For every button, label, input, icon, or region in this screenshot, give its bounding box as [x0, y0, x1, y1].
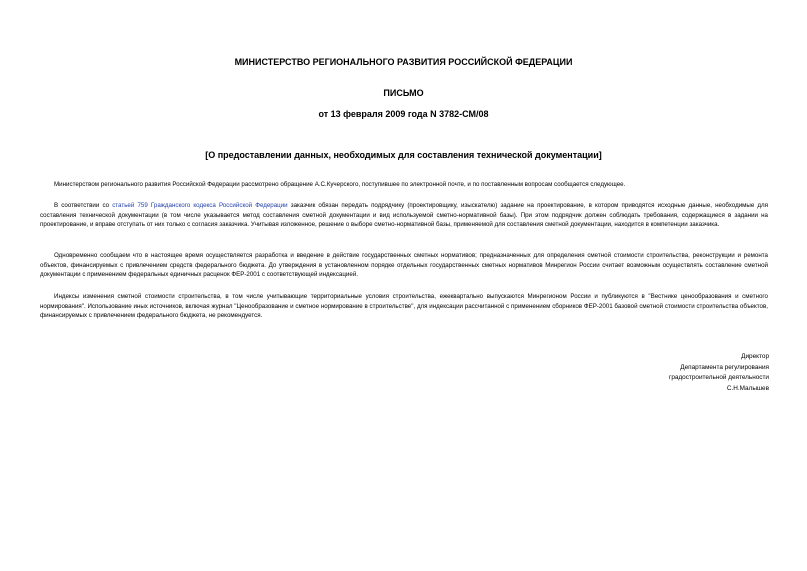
signature-department-area: градостроительной деятельности: [669, 374, 769, 382]
document-type: ПИСЬМО: [383, 88, 424, 98]
paragraph-3: Одновременно сообщаем что в настоящее время осуществляется разработка и введение в действие государственных сметных нормативов; предназначенных для определения сметной стоимости строительства, реконструкции и ремонта объектов, финансируемых с привлечением средств федерального бюджета. До утверждения в установленном порядке отдельных государственных сметных нормативов Минрегион России считает возможным осуществлять составление сметной документации с применением федеральных единичных расценок ФЕР-2001 с соответствующей индексацией.: [40, 252, 768, 278]
paragraph-2-text-start: В соответствии со: [54, 202, 113, 209]
civil-code-article-link[interactable]: статьей 759 Гражданского кодекса Российской Федерации: [112, 202, 288, 209]
signature-position: Директор: [741, 353, 769, 360]
document-subject: [О предоставлении данных, необходимых для составления технической документации]: [205, 150, 602, 160]
signature-name: С.Н.Малышев: [726, 385, 769, 393]
signature-department: Департамента регулирования: [680, 363, 769, 371]
paragraph-2-text-end: заказчик обязан передать подрядчику (проектировщику, изыскателю) задание на проектирование, в котором приводятся исходные данные, необходимые для составления технической документации (в том числе указывается метод составления сметной документации и вид используемой сметно-нормативной базы). При этом подрядчик должен соблюдать требования, содержащиеся в задании на проектирование, и вправе отступать от них только с согласия заказчика. Учитывая изложенное, решение о выборе сметно-нормативной базы, применяемой для составления сметной документации, находится в компетенции заказчика.: [40, 202, 769, 228]
paragraph-4: Индексы изменения сметной стоимости строительства, в том числе учитывающие территориальные условия строительства, ежеквартально выпускаются Минрегионом России и публикуются в "Вестнике ценообразования и сметного нормирования". Использование иных источников, включая журнал "Ценообразование и сметное нормирование в строительстве", для индексации рассчитанной с применением сборников ФЕР-2001 базовой сметной стоимости строительства объектов, финансируемых с привлечением федерального бюджета, не рекомендуется.: [40, 293, 768, 319]
paragraph-1: Министерством регионального развития Российской Федерации рассмотрено обращение А.С.Кучерского, поступившее по электронной почте, и по поставленным вопросам сообщается следующее.: [54, 181, 626, 188]
signature-block: [669, 352, 769, 395]
paragraph-2: [40, 201, 768, 230]
ministry-title: МИНИСТЕРСТВО РЕГИОНАЛЬНОГО РАЗВИТИЯ РОССИЙСКОЙ ФЕДЕРАЦИИ: [234, 57, 573, 67]
document-date-number: от 13 февраля 2009 года N 3782-СМ/08: [318, 109, 489, 119]
